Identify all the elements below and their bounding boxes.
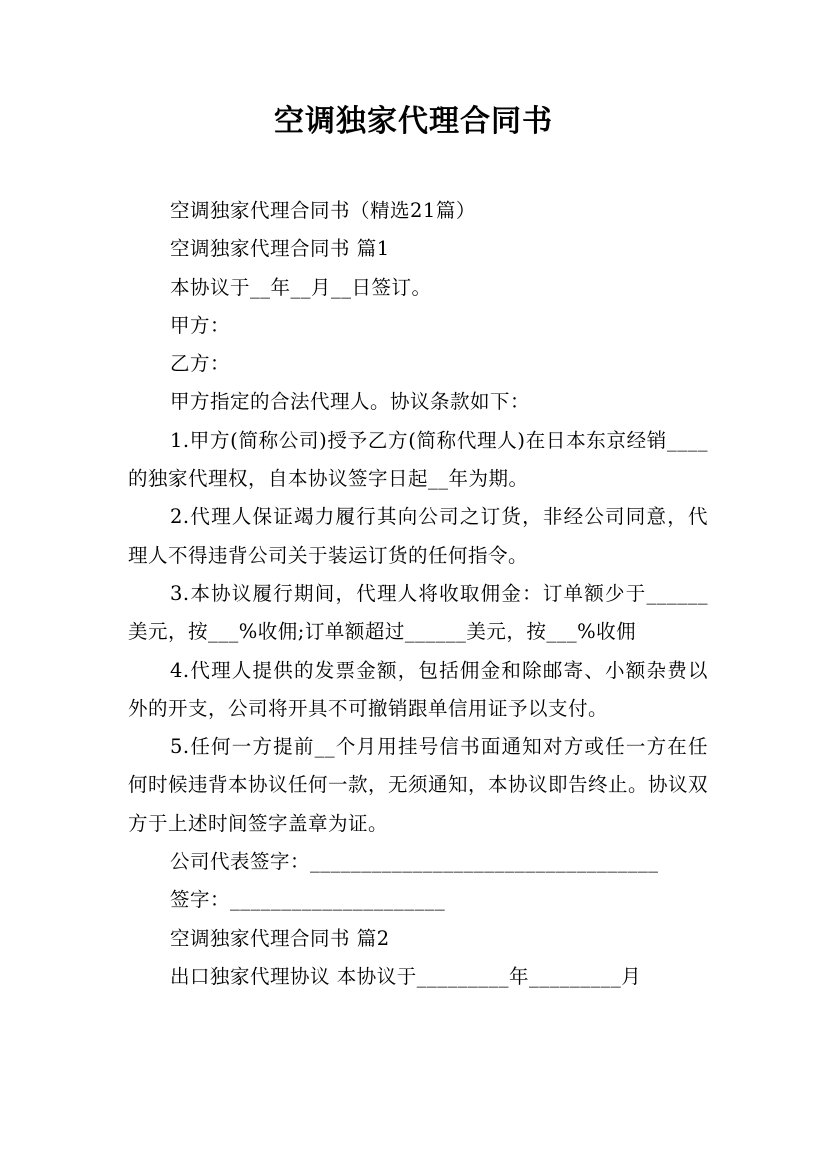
document-body (128, 192, 708, 996)
clause-4: 4.代理人提供的发票金额，包括佣金和除邮寄、小额杂费以外的开支，公司将开具不可撤销跟单信用证予以支付。 (128, 658, 708, 720)
clause-5: 5.任何一方提前__个月用挂号信书面通知对方或任一方在任何时候违背本协议任何一款，无须通知，本协议即告终止。协议双方于上述时间签字盖章为证。 (128, 735, 709, 835)
paragraph-section-heading-1: 空调独家代理合同书 篇1 (170, 237, 390, 261)
paragraph-party-a: 甲方： (170, 313, 231, 337)
company-signature-line: 公司代表签字：__________________________________ (170, 850, 659, 874)
clause-2: 2.代理人保证竭力履行其向公司之订货，非经公司同意，代理人不得违背公司关于装运订货的任何指令。 (128, 505, 708, 567)
paragraph-party-b: 乙方： (170, 352, 231, 376)
signature-line: 签字：_____________________ (170, 888, 446, 912)
clause-1: 1.甲方(简称公司)授予乙方(简称代理人)在日本东京经销____的独家代理权，自本协议签字日起__年为期。 (128, 428, 708, 491)
paragraph-signing-date: 本协议于__年__月__日签订。 (170, 275, 432, 299)
paragraph-subtitle: 空调独家代理合同书（精选21篇） (170, 199, 476, 222)
paragraph-intro: 甲方指定的合法代理人。协议条款如下： (170, 390, 531, 414)
paragraph-section-heading-2: 空调独家代理合同书 篇2 (170, 926, 390, 950)
clause-3: 3.本协议履行期间，代理人将收取佣金：订单额少于______美元，按___%收佣;订单额超过______美元，按___%收佣 (128, 581, 708, 644)
document-title: 空调独家代理合同书 (274, 104, 553, 139)
paragraph-export-agreement: 出口独家代理协议 本协议于_________年_________月 (170, 964, 642, 988)
